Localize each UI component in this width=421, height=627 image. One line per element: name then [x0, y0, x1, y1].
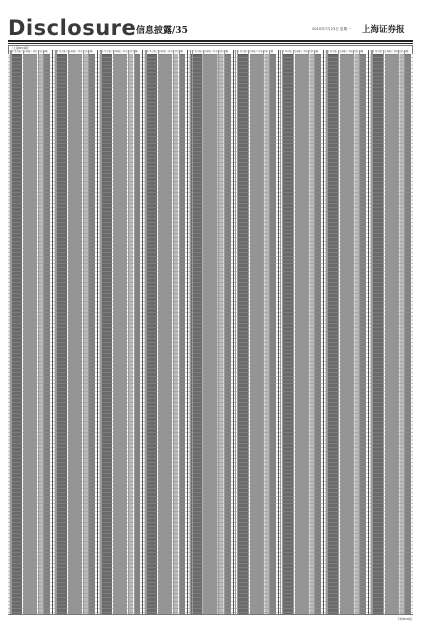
table-column	[279, 50, 324, 614]
newspaper-logo: 上海证券报	[362, 25, 405, 35]
table-column	[369, 50, 413, 614]
issue-date: 2010年7月23日 星期一	[312, 27, 351, 31]
header-rule-thin	[8, 43, 413, 44]
column-header: 序号 基金账户 证券账户 姓名 代码 份额	[324, 50, 368, 55]
section-wordmark: Disclosure	[8, 16, 137, 40]
table-rows	[8, 54, 52, 614]
disclosure-table	[8, 50, 413, 614]
page-number: /35	[172, 26, 188, 36]
table-rows	[98, 54, 142, 614]
column-header: 序号 基金账户 证券账户 姓名 代码 份额	[188, 50, 232, 55]
column-header: 序号 基金账户 证券账户 姓名 代码 份额	[53, 50, 97, 55]
table-continuation-title: （上接B34版）	[10, 46, 31, 50]
column-header: 序号 基金账户 证券账户 姓名 代码 份额	[98, 50, 142, 55]
section-title-text: 信息披露	[136, 26, 173, 36]
table-column	[8, 50, 53, 614]
table-rows	[188, 54, 232, 614]
table-rows	[234, 54, 278, 614]
table-rows	[279, 54, 323, 614]
table-rows	[369, 54, 413, 614]
table-column	[53, 50, 98, 614]
table-column	[143, 50, 188, 614]
masthead	[0, 0, 421, 44]
column-header: 序号 基金账户 证券账户 姓名 代码 份额	[143, 50, 187, 55]
column-header: 序号 基金账户 证券账户 姓名 代码 份额	[234, 50, 278, 55]
column-header: 序号 基金账户 证券账户 姓名 代码 份额	[279, 50, 323, 55]
table-column	[98, 50, 143, 614]
column-header: 序号 基金账户 证券账户 姓名 代码 份额	[369, 50, 413, 55]
table-rows	[53, 54, 97, 614]
table-column	[188, 50, 233, 614]
header-rule-thick	[8, 40, 413, 42]
table-column	[234, 50, 279, 614]
table-rows	[143, 54, 187, 614]
continuation-note: 下转B36版	[397, 617, 412, 621]
table-rows	[324, 54, 368, 614]
column-header: 序号 基金账户 证券账户 姓名 代码 份额	[8, 50, 52, 55]
section-title	[136, 23, 188, 36]
table-column	[324, 50, 369, 614]
